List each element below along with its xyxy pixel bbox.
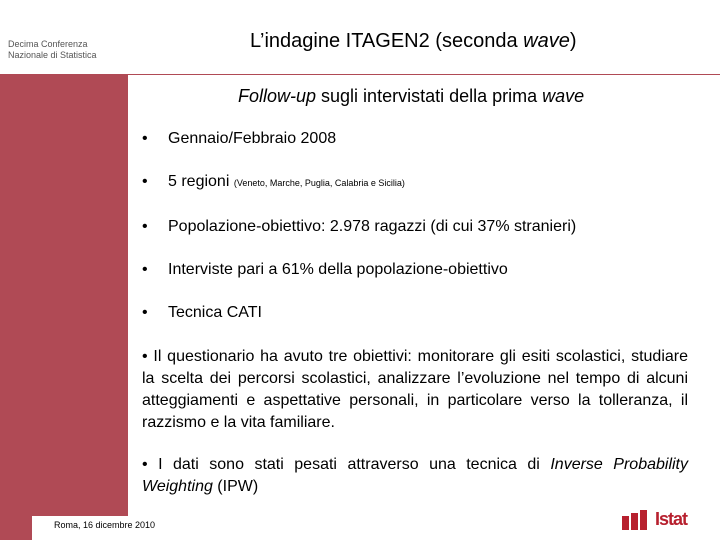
logo-bar bbox=[631, 513, 638, 530]
subtitle-mid: sugli intervistati della prima bbox=[316, 86, 543, 106]
bullet-small-text: (Veneto, Marche, Puglia, Calabria e Sicilia) bbox=[233, 178, 405, 188]
title-end: ) bbox=[569, 30, 577, 52]
slide-title bbox=[250, 30, 577, 53]
title-italic: wave bbox=[523, 30, 570, 52]
paragraph-weighting-italic: Inverse Probability Weighting bbox=[142, 456, 688, 495]
conference-name: Decima Conferenza Nazionale di Statistica bbox=[8, 39, 97, 60]
bullet-text: Interviste pari a 61% della popolazione-obiettivo bbox=[168, 261, 508, 278]
bullet-mark: • bbox=[142, 261, 148, 278]
bullet-text-wrap bbox=[168, 173, 405, 191]
paragraph-objectives: • Il questionario ha avuto tre obiettivi: monitorare gli esiti scolastici, studiare la scelta dei percorsi scolastici, analizzare l’evoluzione nel tempo di alcuni atteggiamenti e aspettative personali, in particolare verso la tolleranza, il razzismo e la vita familiare. bbox=[142, 348, 688, 431]
bullet-mark: • bbox=[142, 304, 148, 321]
bullet-mark: • bbox=[142, 173, 148, 190]
subtitle-italic-wave: wave bbox=[542, 86, 585, 106]
paragraph-weighting bbox=[142, 454, 688, 498]
logo-bar bbox=[640, 510, 647, 530]
footer-date: Roma, 16 dicembre 2010 bbox=[54, 520, 156, 530]
paragraph-weighting-start: • I dati sono stati pesati attraverso una tecnica di bbox=[142, 456, 551, 473]
logo-text: Istat bbox=[655, 509, 688, 529]
bullet-text: Tecnica CATI bbox=[168, 304, 262, 321]
header-divider bbox=[0, 74, 720, 75]
paragraph-weighting-end: (IPW) bbox=[212, 478, 259, 495]
bullet-text: 5 regioni bbox=[168, 173, 234, 190]
sidebar-band bbox=[0, 0, 128, 540]
slide-subtitle bbox=[238, 86, 584, 107]
bullet-mark: • bbox=[142, 218, 148, 235]
istat-logo bbox=[622, 510, 688, 530]
bullet-text: Popolazione-obiettivo: 2.978 ragazzi (di cui 37% stranieri) bbox=[168, 218, 577, 235]
subtitle-italic-followup: Follow-up bbox=[238, 86, 317, 106]
bullet-mark: • bbox=[142, 130, 148, 147]
title-main: L’indagine ITAGEN2 (seconda bbox=[250, 30, 524, 52]
bullet-text: Gennaio/Febbraio 2008 bbox=[168, 130, 337, 147]
logo-bar bbox=[622, 516, 629, 530]
